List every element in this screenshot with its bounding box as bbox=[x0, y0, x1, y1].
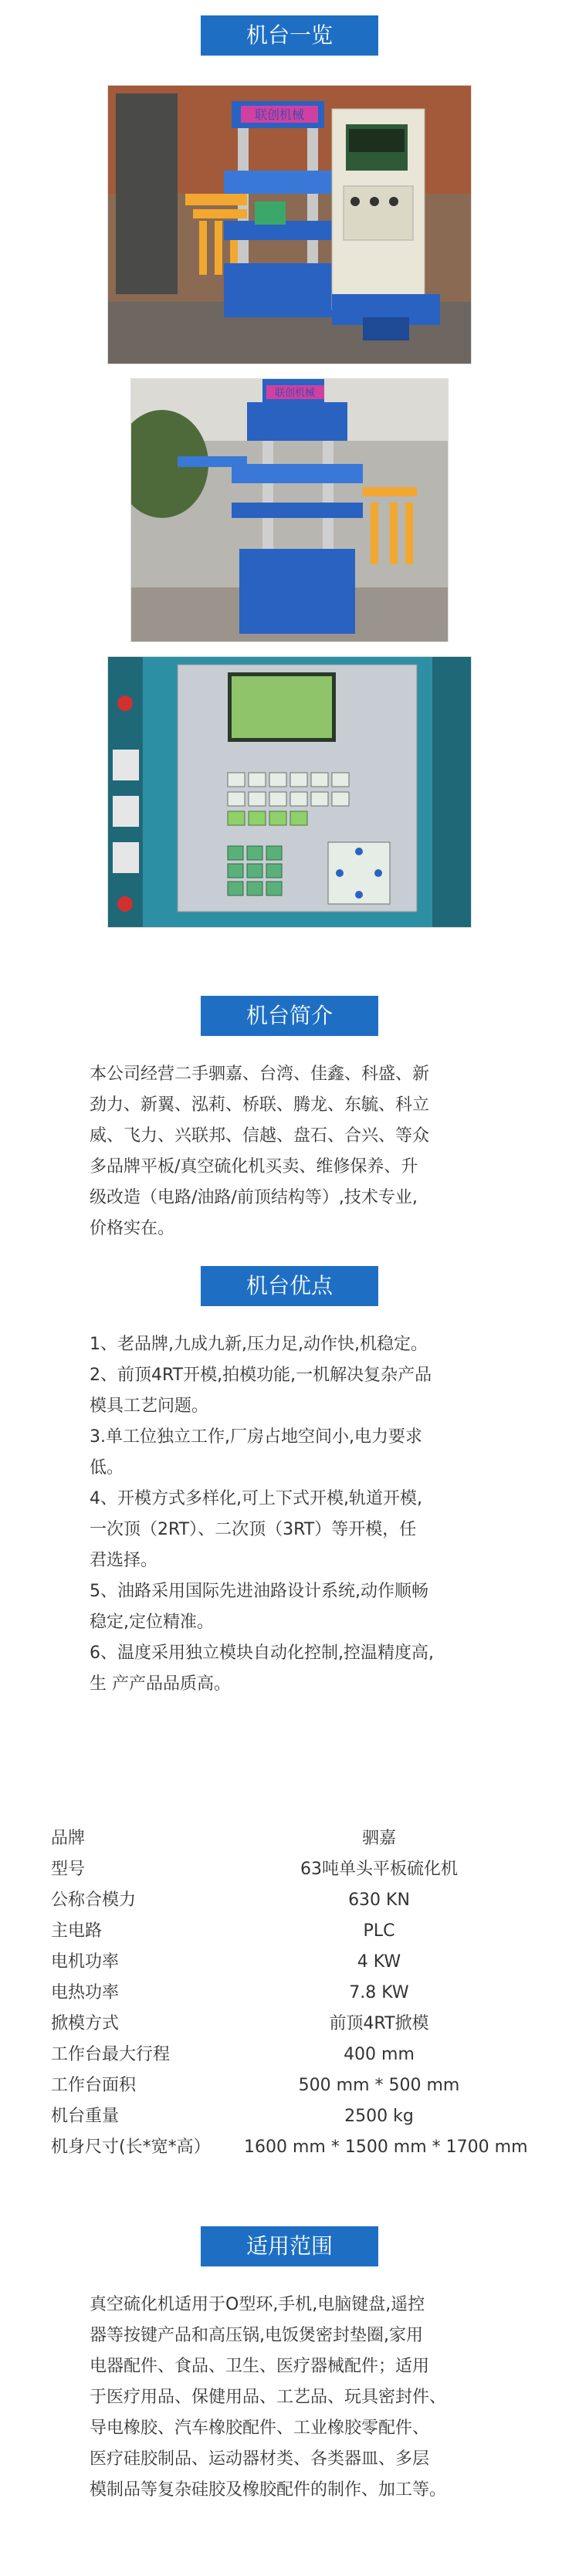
scope-line: 导电橡胶、汽车橡胶配件、工业橡胶零配件、 bbox=[90, 2419, 430, 2438]
advantage-line: 6、温度采用独立模块自动化控制,控温精度高, bbox=[90, 1643, 434, 1663]
scope-line: 于医疗用品、保健用品、工艺品、玩具密封件、 bbox=[90, 2388, 447, 2407]
advantage-line: 稳定,定位精准。 bbox=[90, 1613, 214, 1632]
spec-value: 1600 mm * 1500 mm * 1700 mm bbox=[244, 2138, 528, 2157]
advantage-line: 4、开模方式多样化,可上下式开模,轨道开模, bbox=[90, 1489, 422, 1508]
intro-line: 本公司经营二手驷嘉、台湾、佳鑫、科盛、新 bbox=[90, 1065, 430, 1084]
machine-sign-1: 联创机械 bbox=[254, 107, 305, 122]
scope-line: 真空硫化机适用于O型环,手机,电脑键盘,遥控 bbox=[90, 2295, 425, 2314]
spec-label: 工作台面积 bbox=[51, 2076, 137, 2095]
scope-line: 电器配件、食品、卫生、医疗器械配件；适用 bbox=[90, 2357, 430, 2376]
intro-line: 级改造（电路/油路/前顶结构等）,技术专业, bbox=[90, 1188, 418, 1207]
control-panel-photo bbox=[107, 656, 472, 928]
spec-label: 电机功率 bbox=[51, 1952, 120, 1972]
machine-photo-front bbox=[107, 85, 472, 364]
section-title-advantages: 机台优点 bbox=[201, 1266, 378, 1306]
section-title-scope: 适用范围 bbox=[201, 2226, 378, 2266]
spec-value: 前顶4RT掀模 bbox=[329, 2014, 429, 2033]
spec-value: 4 KW bbox=[357, 1952, 401, 1972]
spec-value: PLC bbox=[363, 1921, 395, 1941]
machine-photo-front-image bbox=[108, 86, 471, 364]
machine-photo-side-image bbox=[131, 379, 448, 641]
spec-value: 400 mm bbox=[344, 2045, 415, 2064]
section-title-intro: 机台简介 bbox=[201, 996, 378, 1036]
spec-label: 公称合模力 bbox=[51, 1891, 137, 1910]
spec-label: 品牌 bbox=[51, 1829, 86, 1848]
intro-line: 多品牌平板/真空硫化机买卖、维修保养、升 bbox=[90, 1157, 418, 1176]
spec-row-motor-power bbox=[51, 1947, 576, 1978]
intro-line: 威、飞力、兴联邦、信越、盘石、合兴、等众 bbox=[90, 1126, 430, 1146]
spec-value: 2500 kg bbox=[344, 2107, 414, 2126]
spec-row-brand bbox=[51, 1823, 576, 1854]
advantage-line: 模具工艺问题。 bbox=[90, 1396, 209, 1416]
spec-value: 驷嘉 bbox=[361, 1829, 396, 1848]
spec-value: 63吨单头平板硫化机 bbox=[300, 1860, 458, 1879]
spec-row-mold-open bbox=[51, 2009, 576, 2039]
spec-label: 机身尺寸(长*宽*高） bbox=[51, 2138, 211, 2157]
advantages-list bbox=[90, 1329, 491, 1700]
spec-row-table-area bbox=[51, 2070, 576, 2101]
scope-paragraph bbox=[90, 2290, 491, 2506]
spec-label: 主电路 bbox=[51, 1921, 103, 1941]
spec-label: 型号 bbox=[51, 1860, 86, 1879]
scope-line: 器等按键产品和高压锅,电饭煲密封垫圈,家用 bbox=[90, 2326, 423, 2345]
spec-value: 7.8 KW bbox=[349, 1983, 409, 2002]
spec-label: 掀模方式 bbox=[51, 2014, 120, 2033]
advantage-line: 3.单工位独立工作,厂房占地空间小,电力要求 bbox=[90, 1427, 422, 1447]
spec-value: 630 KN bbox=[348, 1891, 410, 1910]
intro-paragraph bbox=[90, 1059, 491, 1244]
section-title-overview: 机台一览 bbox=[201, 15, 378, 56]
machine-sign-2: 联创机械 bbox=[274, 388, 316, 399]
advantage-line: 1、老品牌,九成九新,压力足,动作快,机稳定。 bbox=[90, 1335, 428, 1354]
advantage-line: 君选择。 bbox=[90, 1551, 158, 1570]
spec-row-model bbox=[51, 1854, 576, 1885]
intro-line: 价格实在。 bbox=[90, 1219, 175, 1238]
spec-row-dimensions bbox=[51, 2132, 576, 2163]
spec-row-weight bbox=[51, 2101, 576, 2132]
control-panel-photo-image bbox=[108, 657, 471, 927]
intro-line: 劲力、新翼、泓莉、桥联、腾龙、东毓、科立 bbox=[90, 1095, 430, 1115]
spec-label: 电热功率 bbox=[51, 1983, 120, 2002]
advantage-line: 2、前顶4RT开模,拍模功能,一机解决复杂产品 bbox=[90, 1366, 432, 1385]
spec-row-main-circuit bbox=[51, 1916, 576, 1947]
spec-row-max-stroke bbox=[51, 2039, 576, 2070]
spec-label: 工作台最大行程 bbox=[51, 2045, 171, 2064]
scope-line: 医疗硅胶制品、运动器材类、各类器皿、多层 bbox=[90, 2449, 430, 2469]
scope-line: 模制品等复杂硅胶及橡胶配件的制作、加工等。 bbox=[90, 2480, 447, 2500]
spec-row-clamp-force bbox=[51, 1885, 576, 1916]
spec-label: 机台重量 bbox=[51, 2107, 120, 2126]
advantage-line: 5、油路采用国际先进油路设计系统,动作顺畅 bbox=[90, 1582, 428, 1601]
advantage-line: 生 产产品品质高。 bbox=[90, 1674, 231, 1694]
spec-row-heat-power bbox=[51, 1978, 576, 2009]
advantage-line: 一次顶（2RT）、二次顶（3RT）等开模，任 bbox=[90, 1520, 417, 1539]
spec-value: 500 mm * 500 mm bbox=[298, 2076, 460, 2095]
machine-photo-side bbox=[130, 378, 449, 642]
advantage-line: 低。 bbox=[90, 1458, 124, 1478]
